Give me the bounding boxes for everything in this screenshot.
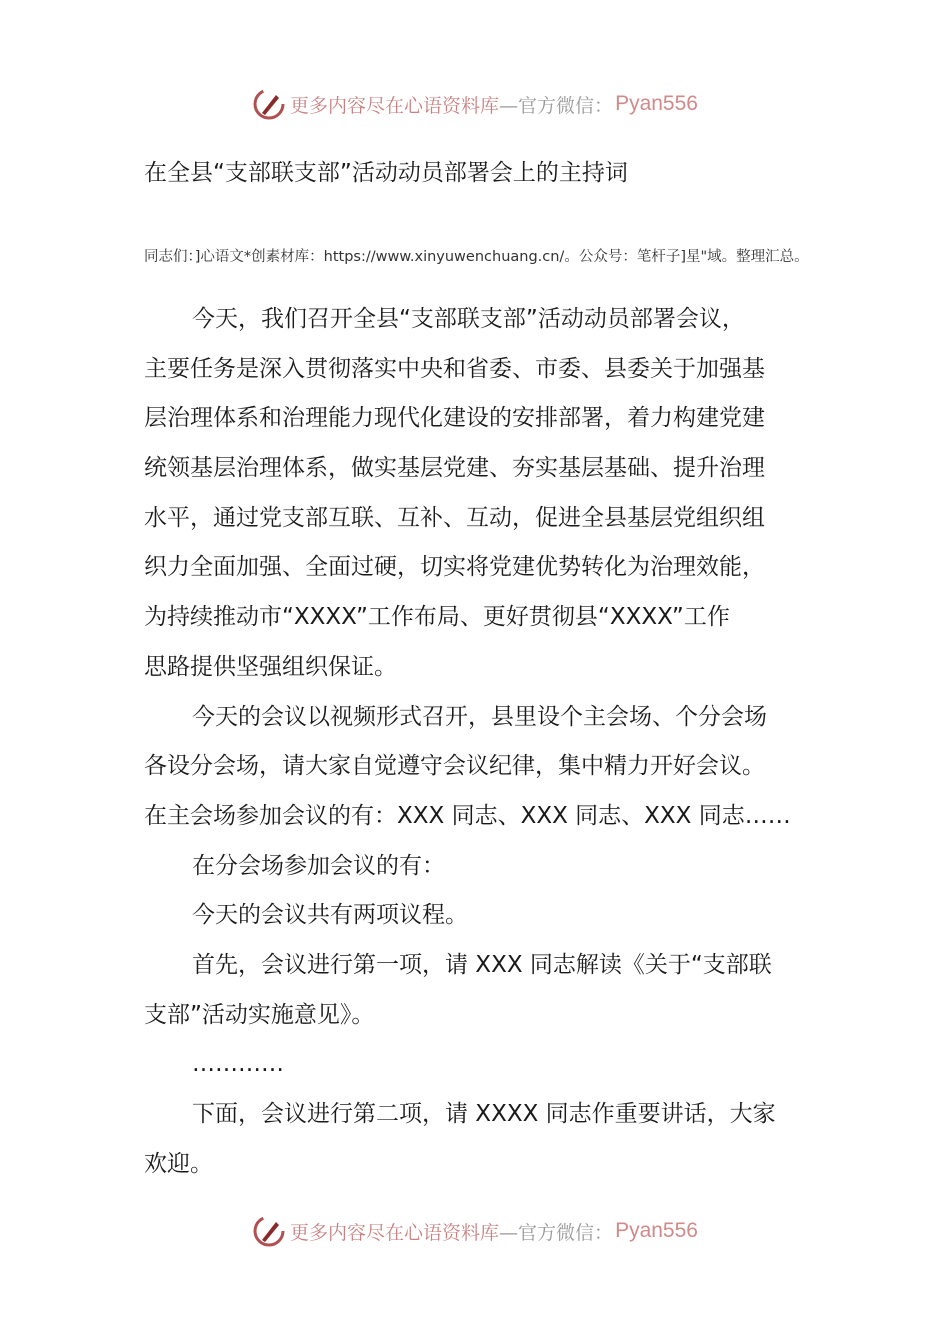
document-title: 在全县“支部联支部”活动动员部署会上的主持词	[144, 160, 628, 186]
footer-watermark-banner	[0, 1211, 950, 1251]
body-text-line: 各设分会场，请大家自觉遵守会议纪律，集中精力开好会议。	[144, 753, 765, 780]
body-text-line: 欢迎。	[144, 1150, 213, 1177]
body-text-line: 为持续推动市“XXXX”工作布局、更好贯彻县“XXXX”工作	[144, 604, 730, 631]
body-text-line: 在分会场参加会议的有：	[192, 852, 445, 879]
banner-wechat-label: —官方微信：	[499, 1221, 614, 1244]
pen-logo-icon	[252, 87, 286, 121]
body-text-line: 支部”活动实施意见》。	[144, 1001, 375, 1028]
pen-logo-icon	[252, 1214, 286, 1248]
body-text-line: 水平，通过党支部互联、互补、互动，促进全县基层党组织组	[144, 504, 765, 531]
body-text-line: 层治理体系和治理能力现代化建设的安排部署，着力构建党建	[144, 405, 765, 432]
body-text-line: 在主会场参加会议的有：XXX 同志、XXX 同志、XXX 同志……	[144, 802, 791, 829]
body-text-line: 思路提供坚强组织保证。	[144, 653, 397, 680]
body-text-line: 今天，我们召开全县“支部联支部”活动动员部署会议，	[192, 306, 745, 332]
source-note: 同志们：]心语文*创素材库：https://www.xinyuwenchuang.cn/。公众号：笔杆子]星"域。整理汇总。	[144, 249, 809, 265]
body-text-line: 今天的会议以视频形式召开，县里设个主会场、个分会场	[192, 703, 767, 730]
header-watermark-banner	[0, 84, 950, 124]
banner-wechat-label: —官方微信：	[499, 94, 614, 117]
document-body	[144, 295, 814, 1189]
banner-text: 更多内容尽在心语资料库	[290, 1221, 500, 1244]
body-text-line: 首先，会议进行第一项，请 XXX 同志解读《关于“支部联	[192, 951, 772, 978]
body-text-line: 主要任务是深入贯彻落实中央和省委、市委、县委关于加强基	[144, 355, 765, 382]
banner-wechat-id: Pyan556	[615, 1219, 698, 1242]
body-text-line: 织力全面加强、全面过硬，切实将党建优势转化为治理效能，	[144, 554, 765, 581]
body-text-line: 今天的会议共有两项议程。	[192, 902, 468, 929]
banner-wechat-id: Pyan556	[615, 92, 698, 115]
body-text-line: 统领基层治理体系，做实基层党建、夯实基层基础、提升治理	[144, 455, 765, 482]
body-text-line: …………	[192, 1051, 284, 1078]
banner-text: 更多内容尽在心语资料库	[290, 94, 500, 117]
body-text-line: 下面，会议进行第二项，请 XXXX 同志作重要讲话，大家	[192, 1101, 776, 1127]
